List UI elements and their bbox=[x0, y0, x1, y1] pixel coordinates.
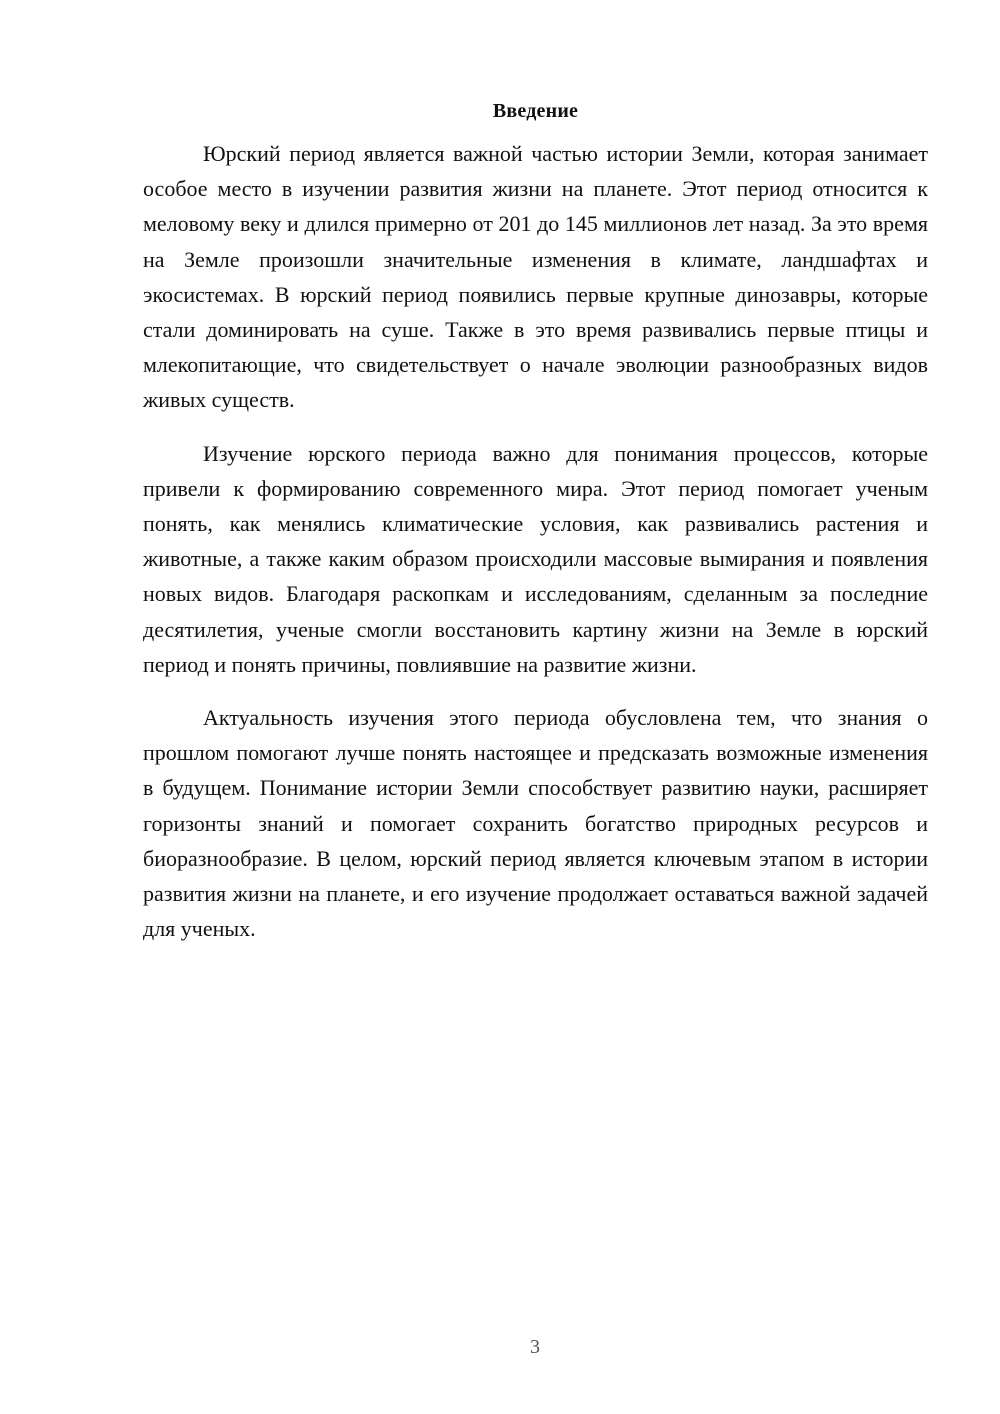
paragraph-1: Юрский период является важной частью истории Земли, которая занимает особое место в изучении развития жизни на планете. Этот период относится к меловому веку и длился примерно от 201 до 145 миллионов лет назад. За это время на Земле произошли значительные изменения в климате, ландшафтах и экосистемах. В юрский период появились первые крупные динозавры, которые стали доминировать на суше. Также в это время развивались первые птицы и млекопитающие, что свидетельствует о начале эволюции разнообразных видов живых существ. bbox=[143, 141, 928, 413]
page-content bbox=[143, 96, 928, 964]
paragraph-2: Изучение юрского периода важно для понимания процессов, которые привели к формированию современного мира. Этот период помогает ученым понять, как менялись климатические условия, как развивались растения и животные, а также каким образом происходили массовые вымирания и появления новых видов. Благодаря раскопкам и исследованиям, сделанным за последние десятилетия, ученые смогли восстановить картину жизни на Земле в юрский период и понять причины, повлиявшие на развитие жизни. bbox=[143, 440, 928, 677]
paragraph-3: Актуальность изучения этого периода обусловлена тем, что знания о прошлом помогают лучше понять настоящее и предсказать возможные изменения в будущем. Понимание истории Земли способствует развитию науки, расширяет горизонты знаний и помогает сохранить богатство природных ресурсов и биоразнообразие. В целом, юрский период является ключевым этапом в истории развития жизни на планете, и его изучение продолжает оставаться важной задачей для ученых. bbox=[143, 705, 928, 942]
section-heading: Введение bbox=[492, 100, 579, 122]
page-number: 3 bbox=[530, 1336, 540, 1358]
